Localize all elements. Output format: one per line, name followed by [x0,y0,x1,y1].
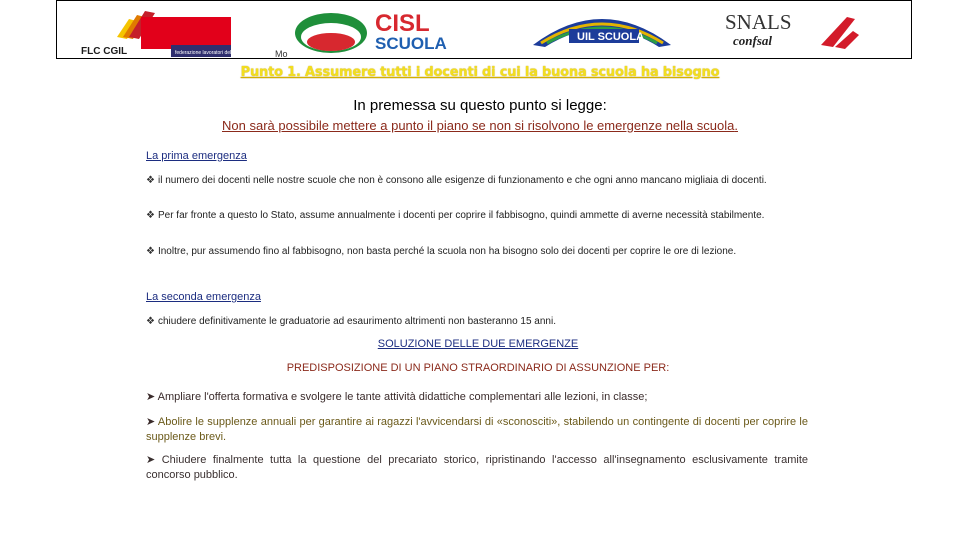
uil-text: UIL SCUOLA [577,31,645,43]
solution-subtitle: PREDISPOSIZIONE DI UN PIANO STRAORDINARIO DI ASSUNZIONE PER: [286,362,670,374]
solution-title: SOLUZIONE DELLE DUE EMERGENZE [377,338,579,350]
quote-body: Non sarà possibile mettere a punto il piano se non si risolvono le emergenze nella scuola [222,118,735,133]
snals-text: SNALS [725,11,792,34]
list-item: ❖ chiudere definitivamente le graduatorie ad esaurimento altrimenti non basteranno 15 anni. [146,316,556,327]
list-item: ❖ Per far fronte a questo lo Stato, assume annualmente i docenti per coprire il fabbisogno, quindi ammette di averne necessità stabilmente. [146,210,765,221]
flc-cgil-sub-text: federazione lavoratori della conoscenza [175,50,264,56]
confsal-text: confsal [733,33,772,48]
diamond-bullet-icon: ❖ [146,175,155,186]
diamond-bullet-icon: ❖ [146,246,155,257]
list-item: ❖ Inoltre, pur assumendo fino al fabbisogno, non basta perché la scuola non ha bisogno solo dei docenti per coprire le ore di lezione. [146,246,737,257]
flc-cgil-text: FLC CGIL [81,46,128,57]
flc-cgil-logo [79,7,289,57]
first-emergency-label: La prima emergenza [146,150,247,162]
logo-banner [56,0,912,59]
snals-confsal-logo [725,11,865,51]
cisl-scuola-logo [293,9,483,55]
diamond-bullet-icon: ❖ [146,316,155,327]
cisl-scuola-text: SCUOLA [375,34,447,53]
uil-scuola-logo [527,7,677,51]
quote-tail: . [734,118,738,133]
intro-text: In premessa su questo punto si legge: [353,97,607,114]
arrow-bullet-icon: ➤ [146,391,156,403]
cisl-text: CISL [375,10,430,37]
list-item: ➤ Chiudere finalmente tutta la questione del precariato storico, ripristinando l'accesso all'insegnamento esclusivamente tramite concorso pubblico. [146,454,808,481]
arrow-bullet-icon: ➤ [146,454,156,466]
arrow-bullet-icon: ➤ [146,416,156,428]
flc-cgil-extra-text: Mo [275,49,288,57]
list-item: ❖ il numero dei docenti nelle nostre scuole che non è consono alle esigenze di funzionamento e che ogni anno mancano migliaia di docenti. [146,175,767,186]
page-heading: Punto 1. Assumere tutti i docenti di cui la buona scuola ha bisogno [240,65,720,80]
quote-text [0,118,960,133]
list-item: ➤ Abolire le supplenze annuali per garantire ai ragazzi l'avvicendarsi di «sconosciti», stabilendo un contingente di docenti per coprire le supplenze brevi. [146,416,808,443]
diamond-bullet-icon: ❖ [146,210,155,221]
list-item: ➤ Ampliare l'offerta formativa e svolgere le tante attività didattiche complementari alle lezioni, in classe; [146,391,648,403]
second-emergency-label: La seconda emergenza [146,291,261,303]
